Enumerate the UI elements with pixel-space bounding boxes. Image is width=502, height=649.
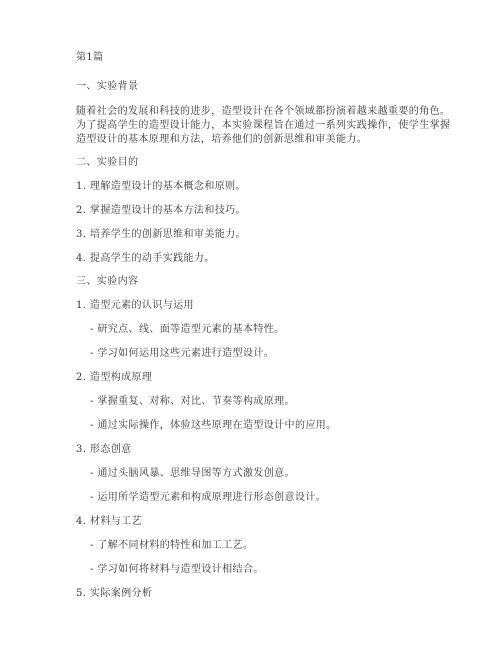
paragraph-line: 为了提高学生的造型设计能力，本实验课程旨在通过一系列实践操作，使学生掌握: [76, 120, 451, 131]
list-item-title: 2. 造型构成原理: [76, 372, 153, 383]
list-item-title: 4. 材料与工艺: [76, 516, 142, 527]
list-item: 1. 理解造型设计的基本概念和原则。: [76, 181, 246, 192]
page-label: 第1篇: [76, 52, 104, 63]
list-item-title: 5. 实际案例分析: [76, 588, 153, 599]
sub-list-item: - 通过实际操作，体验这些原理在造型设计中的应用。: [90, 420, 337, 431]
sub-list-item: - 掌握重复、对称、对比、节奏等构成原理。: [90, 396, 295, 407]
sub-list-item: - 学习如何将材料与造型设计相结合。: [90, 564, 264, 575]
list-item-title: 3. 形态创意: [76, 444, 132, 455]
sub-list-item: - 研究点、线、面等造型元素的基本特性。: [90, 324, 285, 335]
paragraph-line: 造型设计的基本原理和方法，培养他们的创新思维和审美能力。: [76, 134, 368, 145]
sub-list-item: - 学习如何运用这些元素进行造型设计。: [90, 348, 275, 359]
paragraph-line: 随着社会的发展和科技的进步，造型设计在各个领域都扮演着越来越重要的角色。: [76, 106, 451, 117]
sub-list-item: - 通过头脑风暴、思维导图等方式激发创意。: [90, 468, 295, 479]
list-item: 3. 培养学生的创新思维和审美能力。: [76, 229, 246, 240]
section-heading-background: 一、实验背景: [76, 81, 139, 92]
list-item-title: 1. 造型元素的认识与运用: [76, 300, 194, 311]
section-heading-objectives: 二、实验目的: [76, 157, 139, 168]
sub-list-item: - 了解不同材料的特性和加工工艺。: [90, 540, 254, 551]
list-item: 2. 掌握造型设计的基本方法和技巧。: [76, 205, 246, 216]
list-item: 4. 提高学生的动手实践能力。: [76, 253, 215, 264]
sub-list-item: - 运用所学造型元素和构成原理进行形态创意设计。: [90, 492, 327, 503]
section-heading-content: 三、实验内容: [76, 276, 139, 287]
